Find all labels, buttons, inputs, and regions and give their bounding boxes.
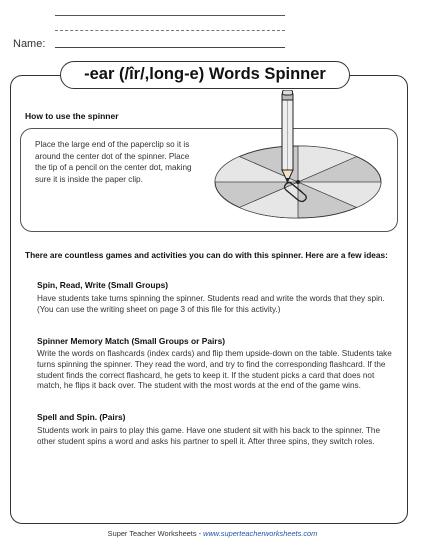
activity-body: Students work in pairs to play this game. Have one student sit with his back to the spinner. The other student spins a word and asks his partner to spell it. After three spins, they switch roles. bbox=[37, 426, 380, 446]
activity-body: Write the words on flashcards (index cards) and flip them upside-down on the table. Students take turns spinning the spinner. They read the word, and try to find the corresponding flashcard. If the student finds the correct flashcard, he gets to keep it. If the student picks a card that does not match, he flips it back over. The student with the most words at the end of the game wins. bbox=[37, 349, 392, 391]
footer-brand: Super Teacher Worksheets bbox=[107, 529, 197, 538]
footer-url-link[interactable]: www.superteacherworksheets.com bbox=[203, 529, 318, 538]
name-line[interactable] bbox=[55, 47, 285, 48]
activity-body: Have students take turns spinning the spinner. Students read and write the words that they spin. (You can use the writing sheet on page 3 of this file for this activity.) bbox=[37, 294, 385, 314]
name-guide-dashed bbox=[55, 30, 285, 31]
activities-intro: There are countless games and activities you can do with this spinner. Here are a few ideas: bbox=[25, 250, 388, 260]
spinner-illustration bbox=[208, 90, 393, 230]
pencil-icon bbox=[282, 90, 293, 182]
name-guide-top bbox=[55, 15, 285, 16]
spinner-disc bbox=[215, 146, 381, 218]
page-footer bbox=[0, 529, 425, 538]
instructions-text: Place the large end of the paperclip so it is around the center dot of the spinner. Place the tip of a pencil on the center dot, making sure it is inside the paper clip. bbox=[35, 140, 192, 184]
activity-heading: Spell and Spin. (Pairs) bbox=[37, 412, 126, 422]
how-to-heading: How to use the spinner bbox=[25, 111, 119, 121]
footer-separator: - bbox=[196, 529, 204, 538]
activity-heading: Spinner Memory Match (Small Groups or Pairs) bbox=[37, 336, 226, 346]
activity-heading: Spin, Read, Write (Small Groups) bbox=[37, 280, 169, 290]
page-title: -ear (/îr/,long-e) Words Spinner bbox=[60, 61, 350, 89]
name-label: Name: bbox=[13, 38, 46, 50]
